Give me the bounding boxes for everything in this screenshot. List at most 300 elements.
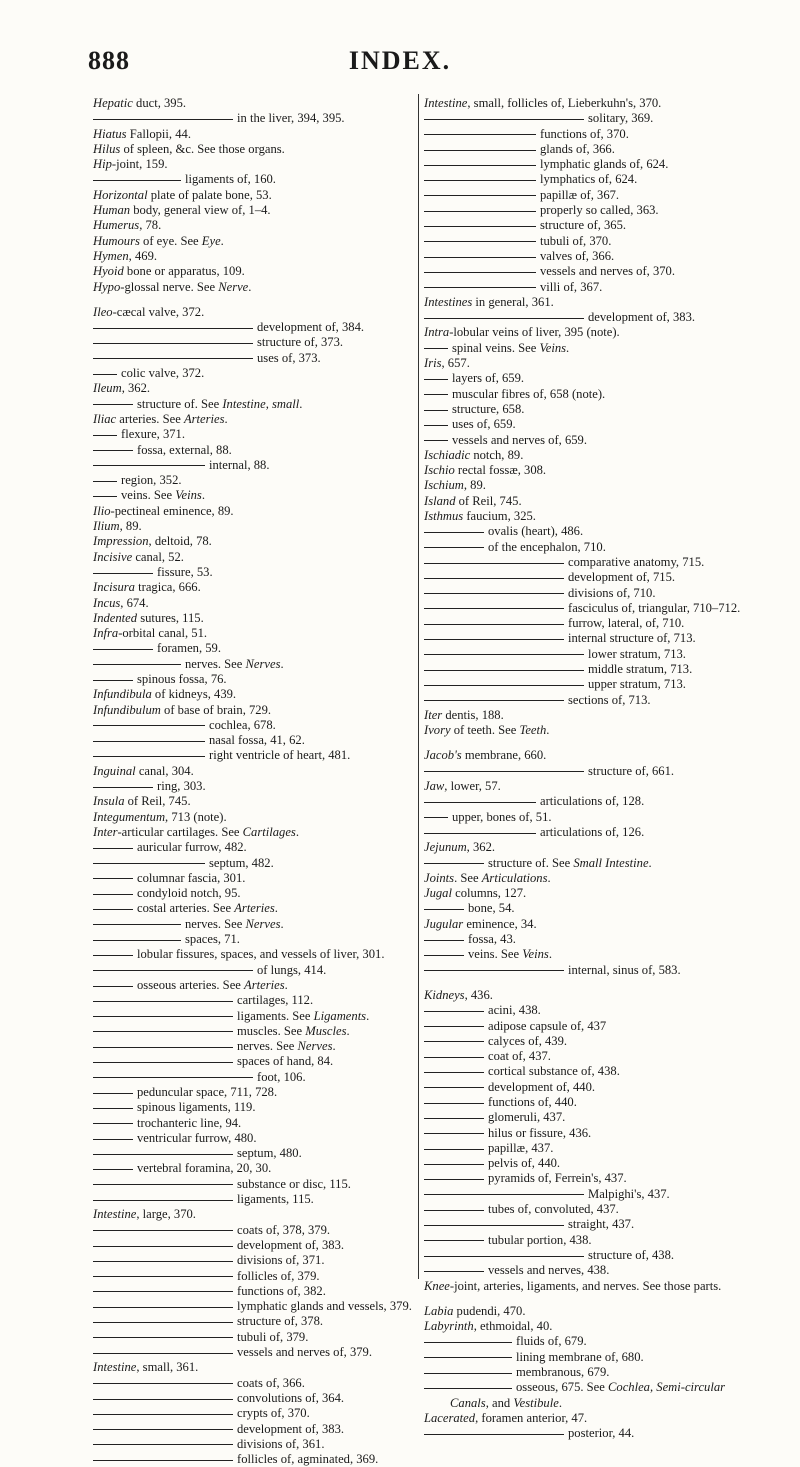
index-subentry bbox=[424, 203, 754, 218]
entry-text: bone, 54. bbox=[468, 901, 515, 916]
ditto-rule bbox=[93, 1291, 233, 1292]
index-entry bbox=[93, 504, 415, 519]
index-subentry bbox=[424, 1350, 754, 1365]
cross-reference: Arteries bbox=[244, 977, 285, 992]
ditto-rule bbox=[93, 1337, 233, 1338]
entry-headword: Intestines bbox=[424, 294, 473, 309]
entry-text: of spleen, &c. See those organs. bbox=[120, 141, 285, 156]
entry-text: structure of, 365. bbox=[540, 218, 627, 233]
index-subentry bbox=[93, 1009, 415, 1024]
entry-text: septum, 482. bbox=[209, 855, 274, 870]
index-subentry bbox=[93, 993, 415, 1008]
index-subentry bbox=[424, 387, 754, 402]
index-subentry bbox=[93, 947, 415, 962]
index-entry bbox=[93, 580, 415, 595]
ditto-rule bbox=[93, 1460, 233, 1461]
entry-text: , 362. bbox=[121, 381, 151, 396]
index-subentry bbox=[93, 1070, 415, 1085]
ditto-rule bbox=[424, 1225, 564, 1226]
entry-text: upper stratum, 713. bbox=[588, 677, 686, 692]
index-subentry bbox=[93, 1437, 415, 1452]
ditto-rule bbox=[424, 700, 564, 701]
entry-text: of lungs, 414. bbox=[257, 962, 327, 977]
index-subentry bbox=[93, 1085, 415, 1100]
entry-text: notch, 89. bbox=[470, 447, 524, 462]
cross-reference: Veins bbox=[175, 488, 202, 503]
index-entry bbox=[424, 325, 754, 340]
ditto-rule bbox=[93, 725, 205, 726]
index-subentry bbox=[424, 1248, 754, 1263]
ditto-rule bbox=[93, 1077, 253, 1078]
ditto-rule bbox=[424, 241, 536, 242]
entry-text: vessels and nerves, 438. bbox=[488, 1263, 610, 1278]
column-divider bbox=[418, 94, 419, 1279]
index-subentry bbox=[93, 748, 415, 763]
ditto-rule bbox=[424, 909, 464, 910]
entry-headword: Jugal bbox=[424, 886, 452, 901]
ditto-rule bbox=[424, 440, 448, 441]
ditto-rule bbox=[424, 1194, 584, 1195]
entry-headword: Labia bbox=[424, 1303, 454, 1318]
entry-text: septum, 480. bbox=[237, 1146, 302, 1161]
entry-text: functions of, 440. bbox=[488, 1095, 577, 1109]
index-subentry bbox=[424, 1003, 754, 1018]
ditto-rule bbox=[424, 817, 448, 818]
index-entry bbox=[93, 127, 415, 142]
index-subentry bbox=[93, 1314, 415, 1329]
ditto-rule bbox=[93, 573, 153, 574]
index-subentry bbox=[93, 1330, 415, 1345]
entry-text: posterior, 44. bbox=[568, 1426, 635, 1441]
ditto-rule bbox=[424, 165, 536, 166]
index-subentry bbox=[93, 565, 415, 580]
ditto-rule bbox=[424, 195, 536, 196]
entry-headword: Island bbox=[424, 493, 456, 508]
index-subentry bbox=[93, 1039, 415, 1054]
entry-text: ligaments. See bbox=[237, 1008, 314, 1023]
entry-text: articulations of, 126. bbox=[540, 824, 645, 839]
index-subentry bbox=[424, 631, 754, 646]
ditto-rule bbox=[93, 465, 205, 466]
ditto-rule bbox=[93, 1322, 233, 1323]
index-subentry bbox=[93, 427, 415, 442]
index-subentry bbox=[424, 1263, 754, 1278]
ditto-rule bbox=[93, 940, 181, 941]
entry-text: substance or disc, 115. bbox=[237, 1176, 351, 1191]
entry-text: lymphatics of, 624. bbox=[540, 172, 638, 187]
index-subentry bbox=[93, 1238, 415, 1253]
index-entry bbox=[424, 1279, 754, 1294]
ditto-rule bbox=[93, 1429, 233, 1430]
entry-text: -joint, 159. bbox=[111, 157, 168, 172]
entry-text: , 89. bbox=[463, 478, 486, 493]
index-subentry bbox=[93, 917, 415, 932]
index-subentry bbox=[424, 947, 754, 962]
ditto-rule bbox=[93, 756, 205, 757]
entry-text: arteries. See bbox=[116, 411, 184, 426]
ditto-rule bbox=[424, 180, 536, 181]
entry-text: ovalis (heart), 486. bbox=[488, 524, 584, 539]
index-subentry bbox=[93, 1376, 415, 1391]
entry-text: -joint, arteries, ligaments, and nerves. See those parts. bbox=[449, 1278, 722, 1293]
entry-headword: Ileum bbox=[93, 381, 122, 396]
entry-text: hilus or fissure, 436. bbox=[488, 1125, 592, 1140]
entry-text: , large, 370. bbox=[136, 1207, 196, 1222]
entry-headword: Ischio bbox=[424, 463, 455, 478]
index-entry bbox=[93, 249, 415, 264]
ditto-rule bbox=[93, 328, 253, 329]
entry-text: glands of, 366. bbox=[540, 141, 615, 156]
index-subentry bbox=[93, 397, 415, 412]
entry-headword: Intestine bbox=[424, 96, 468, 110]
entry-text: . bbox=[248, 279, 252, 294]
index-subentry bbox=[424, 555, 754, 570]
entry-text: functions of, 370. bbox=[540, 126, 629, 141]
ditto-rule bbox=[424, 1103, 484, 1104]
ditto-rule bbox=[424, 940, 464, 941]
index-subentry bbox=[424, 1034, 754, 1049]
index-entry bbox=[424, 494, 754, 509]
entry-text: articulations of, 128. bbox=[540, 794, 645, 809]
index-subentry bbox=[93, 1299, 415, 1314]
entry-text: spinous ligaments, 119. bbox=[137, 1100, 256, 1115]
ditto-rule bbox=[93, 481, 117, 482]
index-entry bbox=[93, 794, 415, 809]
entry-text: . bbox=[299, 396, 303, 411]
page-number: 888 bbox=[88, 46, 130, 75]
entry-text: sutures, 115. bbox=[137, 610, 204, 625]
entry-text: pelvis of, 440. bbox=[488, 1156, 561, 1171]
entry-text: tubuli of, 370. bbox=[540, 233, 612, 248]
entry-text: body, general view of, 1–4. bbox=[130, 203, 271, 218]
ditto-rule bbox=[424, 1087, 484, 1088]
entry-text: convolutions of, 364. bbox=[237, 1390, 345, 1405]
index-subentry bbox=[424, 1049, 754, 1064]
entry-text: sections of, 713. bbox=[568, 692, 651, 707]
entry-headword: Insula bbox=[93, 794, 125, 809]
index-subentry bbox=[93, 1269, 415, 1284]
ditto-rule bbox=[424, 425, 448, 426]
entry-headword: Jaw bbox=[424, 779, 445, 794]
entry-text: lymphatic glands of, 624. bbox=[540, 157, 669, 172]
entry-text: structure of, 378. bbox=[237, 1314, 324, 1329]
entry-headword: Ilio bbox=[93, 503, 111, 518]
index-entry bbox=[93, 234, 415, 249]
ditto-rule bbox=[93, 1169, 133, 1170]
section-gap bbox=[424, 1294, 754, 1304]
entry-text: canal, 304. bbox=[135, 763, 194, 778]
entry-headword: Ischiadic bbox=[424, 447, 471, 462]
index-entry bbox=[424, 448, 754, 463]
index-entry bbox=[424, 96, 754, 111]
entry-text: furrow, lateral, of, 710. bbox=[568, 616, 685, 631]
ditto-rule bbox=[424, 771, 584, 772]
index-subentry bbox=[93, 1284, 415, 1299]
entry-headword: Hepatic bbox=[93, 96, 133, 110]
ditto-rule bbox=[424, 257, 536, 258]
entry-headword: Isthmus bbox=[424, 509, 464, 524]
entry-text: . bbox=[274, 901, 278, 916]
ditto-rule bbox=[424, 1072, 484, 1073]
entry-text: in general, 361. bbox=[472, 294, 554, 309]
entry-text: . bbox=[648, 855, 652, 870]
entry-text: development of, 383. bbox=[237, 1237, 345, 1252]
ditto-rule bbox=[93, 358, 253, 359]
index-subentry bbox=[424, 371, 754, 386]
entry-text: columns, 127. bbox=[451, 886, 527, 901]
entry-text: of Reil, 745. bbox=[124, 794, 191, 809]
index-subentry bbox=[424, 647, 754, 662]
index-subentry bbox=[424, 249, 754, 264]
entry-text: divisions of, 710. bbox=[568, 585, 656, 600]
index-entry bbox=[93, 96, 415, 111]
entry-text: ring, 303. bbox=[157, 779, 206, 794]
index-subentry bbox=[424, 1334, 754, 1349]
entry-text: internal, 88. bbox=[209, 457, 270, 472]
entry-text: in the liver, 394, 395. bbox=[237, 111, 345, 126]
entry-text: flexure, 371. bbox=[121, 427, 185, 442]
ditto-rule bbox=[424, 608, 564, 609]
entry-text: duct, 395. bbox=[132, 96, 187, 110]
entry-text: comparative anatomy, 715. bbox=[568, 554, 705, 569]
ditto-rule bbox=[424, 532, 484, 533]
entry-headword: Infundibulum bbox=[93, 702, 161, 717]
index-subentry bbox=[424, 1110, 754, 1125]
index-entry bbox=[93, 596, 415, 611]
index-subentry bbox=[424, 234, 754, 249]
entry-text: , deltoid, 78. bbox=[148, 534, 212, 549]
entry-text: right ventricle of heart, 481. bbox=[209, 748, 351, 763]
index-subentry bbox=[424, 764, 754, 779]
cross-reference: Nerves bbox=[245, 916, 281, 931]
entry-headword: Incus bbox=[93, 595, 121, 610]
index-subentry bbox=[93, 733, 415, 748]
entry-text: of eye. See bbox=[139, 233, 202, 248]
entry-headword: Knee bbox=[424, 1278, 450, 1293]
index-subentry bbox=[93, 779, 415, 794]
cross-reference: Articulations bbox=[481, 870, 548, 885]
ditto-rule bbox=[93, 404, 133, 405]
index-entry bbox=[424, 509, 754, 524]
index-subentry bbox=[93, 1223, 415, 1238]
entry-headword: Intra bbox=[424, 325, 450, 340]
entry-text: lobular fissures, spaces, and vessels of liver, 301. bbox=[137, 947, 385, 962]
entry-text: spaces of hand, 84. bbox=[237, 1054, 334, 1069]
entry-text: upper, bones of, 51. bbox=[452, 809, 552, 824]
entry-text: structure of. See bbox=[488, 855, 574, 870]
index-subentry bbox=[424, 172, 754, 187]
index-entry bbox=[93, 810, 415, 825]
entry-text: follicles of, 379. bbox=[237, 1268, 320, 1283]
entry-text: lining membrane of, 680. bbox=[516, 1349, 644, 1364]
ditto-rule bbox=[93, 1444, 233, 1445]
ditto-rule bbox=[93, 649, 153, 650]
index-entry bbox=[93, 626, 415, 641]
entry-headword: Ischium bbox=[424, 478, 464, 493]
index-subentry bbox=[424, 280, 754, 295]
index-entry bbox=[424, 988, 754, 1003]
index-subentry bbox=[424, 341, 754, 356]
ditto-rule bbox=[424, 348, 448, 349]
index-subentry bbox=[424, 540, 754, 555]
entry-text: . bbox=[547, 870, 551, 885]
ditto-rule bbox=[93, 909, 133, 910]
index-subentry bbox=[93, 1192, 415, 1207]
index-entry bbox=[93, 534, 415, 549]
entry-text: membranous, 679. bbox=[516, 1365, 610, 1380]
entry-text: internal, sinus of, 583. bbox=[568, 962, 681, 977]
entry-text: osseous arteries. See bbox=[137, 977, 245, 992]
entry-text: spaces, 71. bbox=[185, 932, 240, 947]
ditto-rule bbox=[424, 1210, 484, 1211]
index-subentry bbox=[424, 1095, 754, 1110]
entry-text: tragica, 666. bbox=[134, 580, 201, 595]
entry-headword: Incisura bbox=[93, 580, 135, 595]
index-subentry bbox=[424, 1202, 754, 1217]
index-entry bbox=[424, 871, 754, 886]
cross-reference: Teeth bbox=[519, 723, 547, 738]
entry-headword: Iliac bbox=[93, 411, 117, 426]
ditto-rule bbox=[424, 639, 564, 640]
entry-text: . bbox=[548, 947, 552, 962]
entry-headword: Iter bbox=[424, 707, 443, 722]
entry-headword: Integumentum bbox=[93, 809, 166, 824]
entry-text: , small, 361. bbox=[136, 1360, 199, 1375]
entry-text: divisions of, 371. bbox=[237, 1253, 325, 1268]
entry-text: middle stratum, 713. bbox=[588, 661, 693, 676]
entry-text: vessels and nerves of, 379. bbox=[237, 1345, 373, 1360]
entry-text: columnar fascia, 301. bbox=[137, 870, 246, 885]
ditto-rule bbox=[93, 878, 133, 879]
entry-headword: Horizontal bbox=[93, 187, 148, 202]
index-subentry bbox=[424, 1365, 754, 1380]
index-entry bbox=[93, 550, 415, 565]
ditto-rule bbox=[93, 435, 117, 436]
index-subentry bbox=[424, 264, 754, 279]
entry-text: -pectineal eminence, 89. bbox=[110, 503, 234, 518]
entry-text: valves of, 366. bbox=[540, 248, 615, 263]
index-entry bbox=[93, 264, 415, 279]
entry-text: -cæcal valve, 372. bbox=[112, 304, 205, 319]
entry-headword: Labyrinth bbox=[424, 1319, 474, 1334]
index-entry bbox=[424, 886, 754, 901]
index-entry bbox=[93, 1207, 415, 1222]
entry-headword: Hip bbox=[93, 157, 112, 172]
index-subentry bbox=[424, 218, 754, 233]
ditto-rule bbox=[424, 593, 564, 594]
ditto-rule bbox=[93, 986, 133, 987]
index-subentry bbox=[93, 1024, 415, 1039]
cross-reference: Arteries bbox=[234, 901, 275, 916]
entry-text: , 78. bbox=[139, 218, 162, 233]
entry-text: glomeruli, 437. bbox=[488, 1110, 566, 1125]
index-subentry bbox=[424, 901, 754, 916]
entry-text: structure, 658. bbox=[452, 401, 525, 416]
ditto-rule bbox=[93, 1246, 233, 1247]
entry-text: of kidneys, 439. bbox=[151, 687, 237, 702]
index-entry bbox=[93, 703, 415, 718]
entry-headword: Indented bbox=[93, 610, 138, 625]
entry-text: dentis, 188. bbox=[442, 707, 504, 722]
ditto-rule bbox=[424, 1271, 484, 1272]
index-subentry bbox=[93, 856, 415, 871]
ditto-rule bbox=[93, 180, 181, 181]
ditto-rule bbox=[93, 1001, 233, 1002]
entry-text: uses of, 659. bbox=[452, 417, 516, 432]
ditto-rule bbox=[424, 318, 584, 319]
cross-reference: Muscles bbox=[305, 1023, 347, 1038]
entry-text: nerves. See bbox=[185, 656, 246, 671]
entry-text: straight, 437. bbox=[568, 1217, 635, 1232]
entry-headword: Infra bbox=[93, 626, 119, 641]
entry-text: adipose capsule of, 437 bbox=[488, 1018, 607, 1033]
entry-headword: Impression bbox=[93, 534, 149, 549]
index-subentry bbox=[93, 886, 415, 901]
entry-headword: Incisive bbox=[93, 549, 133, 564]
entry-text: . bbox=[224, 411, 228, 426]
entry-headword: Ivory bbox=[424, 723, 451, 738]
entry-text: development of, 715. bbox=[568, 570, 676, 585]
index-subentry bbox=[424, 586, 754, 601]
entry-headword: Infundibula bbox=[93, 687, 152, 702]
ditto-rule bbox=[93, 970, 253, 971]
cross-reference: Small Intestine bbox=[573, 855, 649, 870]
entry-headword: Inguinal bbox=[93, 763, 136, 778]
ditto-rule bbox=[424, 955, 464, 956]
entry-text: , 674. bbox=[120, 595, 149, 610]
ditto-rule bbox=[93, 1353, 233, 1354]
entry-text: , 362. bbox=[466, 840, 496, 855]
index-subentry bbox=[424, 616, 754, 631]
entry-headword: Jacob's bbox=[424, 748, 462, 763]
entry-headword: Iris bbox=[424, 356, 442, 371]
entry-text: development of, 383. bbox=[588, 310, 696, 325]
index-entry bbox=[424, 708, 754, 723]
ditto-rule bbox=[424, 1133, 484, 1134]
entry-text: vessels and nerves of, 659. bbox=[452, 432, 588, 447]
entry-text: villi of, 367. bbox=[540, 279, 603, 294]
entry-text: auricular furrow, 482. bbox=[137, 840, 247, 855]
entry-text: cortical substance of, 438. bbox=[488, 1064, 620, 1079]
entry-text: pyramids of, Ferrein's, 437. bbox=[488, 1171, 627, 1186]
entry-text: coat of, 437. bbox=[488, 1049, 551, 1064]
ditto-rule bbox=[93, 787, 153, 788]
index-column-left bbox=[93, 96, 415, 1467]
ditto-rule bbox=[93, 1383, 233, 1384]
entry-headword: Hiatus bbox=[93, 126, 127, 141]
entry-text: Fallopii, 44. bbox=[126, 126, 191, 141]
index-subentry bbox=[93, 1345, 415, 1360]
cross-reference: Veins bbox=[522, 947, 549, 962]
entry-text: divisions of, 361. bbox=[237, 1436, 325, 1451]
entry-text: . bbox=[558, 1395, 562, 1410]
entry-text: , small, follicles of, Lieberkuhn's, 370. bbox=[467, 96, 662, 110]
entry-text: acini, 438. bbox=[488, 1003, 541, 1018]
index-entry bbox=[93, 381, 415, 396]
section-gap bbox=[424, 738, 754, 748]
index-subentry bbox=[424, 570, 754, 585]
ditto-rule bbox=[93, 1123, 133, 1124]
index-subentry bbox=[93, 320, 415, 335]
ditto-rule bbox=[424, 547, 484, 548]
entry-headword: Hyoid bbox=[93, 264, 124, 279]
index-entry bbox=[93, 412, 415, 427]
cross-reference: Veins bbox=[539, 340, 567, 355]
entry-text: cochlea, 678. bbox=[209, 717, 276, 732]
ditto-rule bbox=[424, 379, 448, 380]
index-subentry bbox=[424, 677, 754, 692]
entry-text: calyces of, 439. bbox=[488, 1033, 568, 1048]
